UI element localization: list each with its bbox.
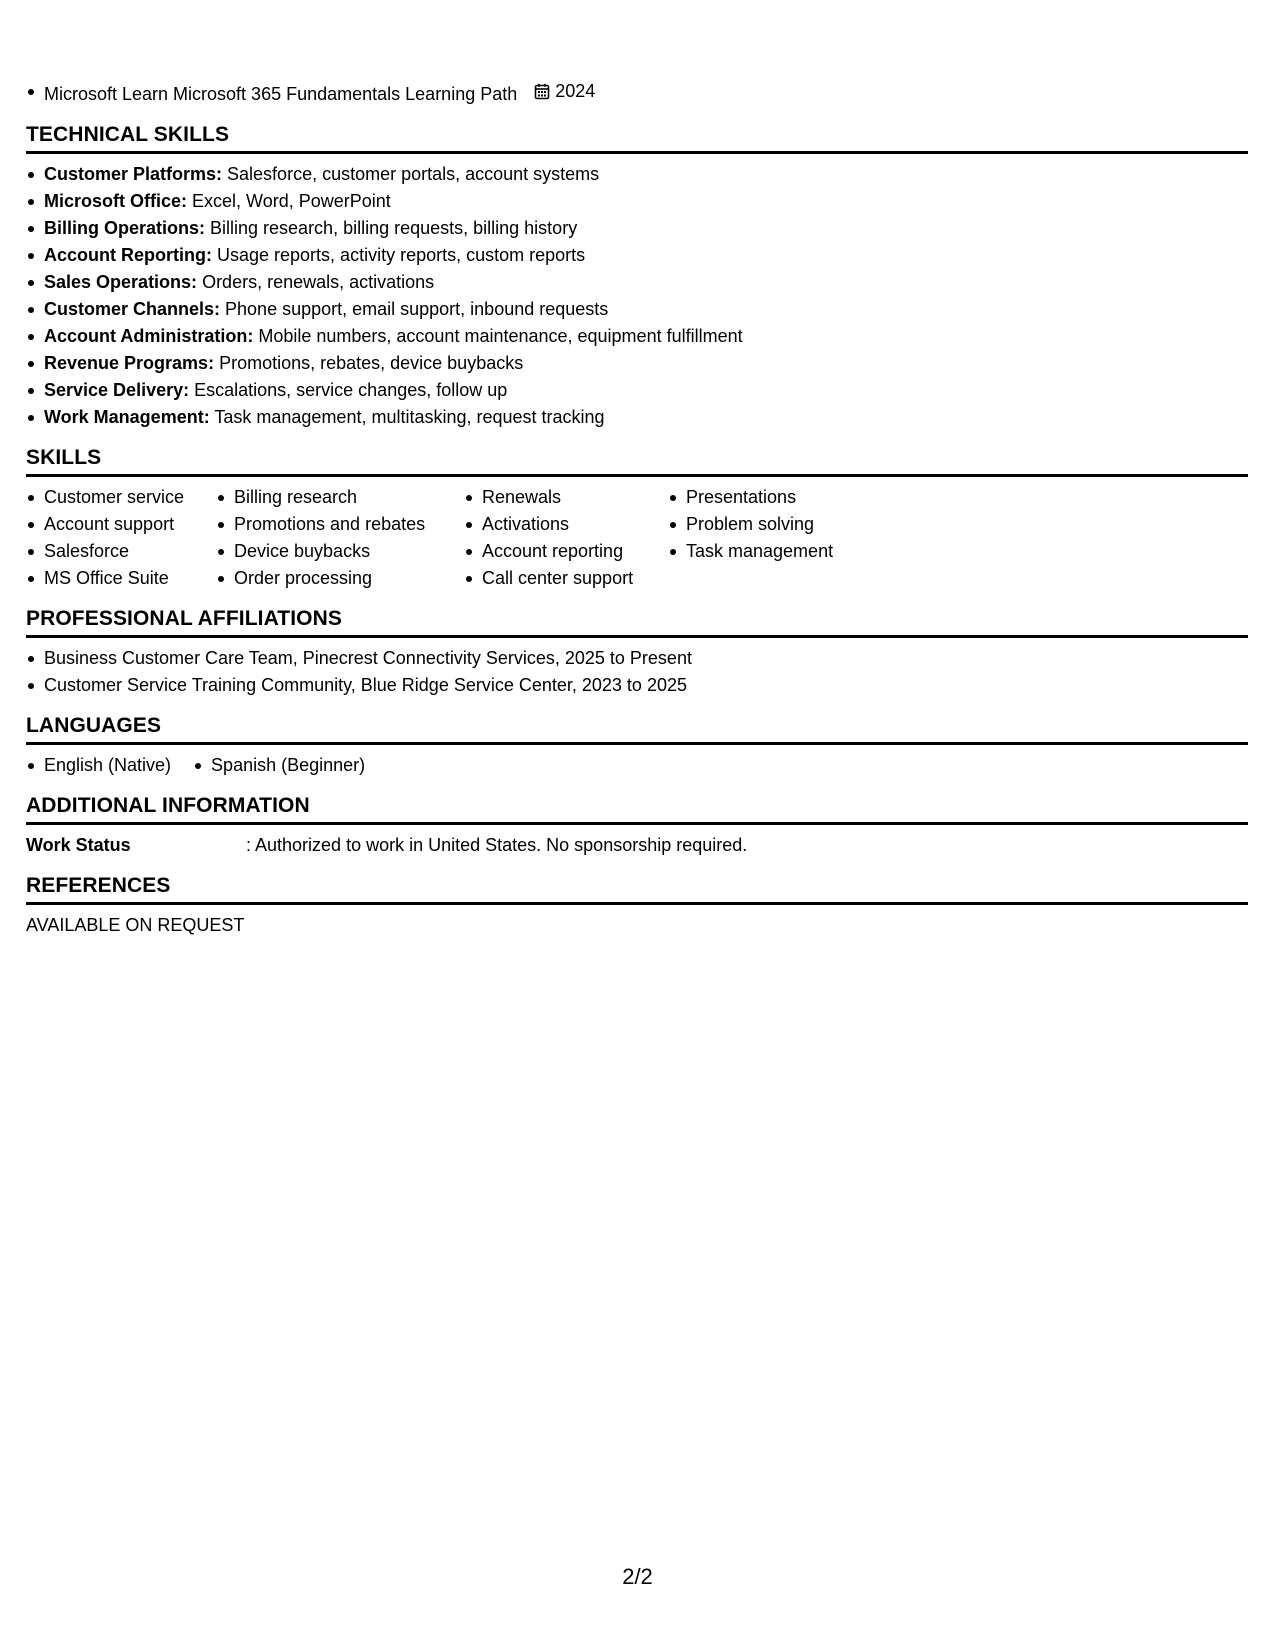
skill-text: Phone support, email support, inbound requests — [220, 299, 609, 319]
list-item: Call center support — [464, 565, 646, 592]
list-item: Task management — [668, 538, 868, 565]
skill-text: Escalations, service changes, follow up — [189, 380, 508, 400]
list-item: English (Native) — [26, 752, 171, 779]
skill-label: Work Management: — [44, 407, 210, 427]
section-title-technical-skills: TECHNICAL SKILLS — [26, 122, 1248, 154]
skill-text: Orders, renewals, activations — [197, 272, 435, 292]
page-number: 2/2 — [622, 1564, 653, 1589]
certification-name: Microsoft Learn Microsoft 365 Fundamentals Learning Path — [44, 84, 518, 104]
skill-text: Billing research, billing requests, billing history — [205, 218, 578, 238]
additional-information-section — [26, 793, 1248, 859]
list-item: Renewals — [464, 484, 646, 511]
list-item: Activations — [464, 511, 646, 538]
affiliations-list — [26, 645, 1248, 699]
list-item: MS Office Suite — [26, 565, 196, 592]
skill-text: Task management, multitasking, request tracking — [209, 407, 605, 427]
info-label: Work Status — [26, 835, 131, 855]
calendar-icon — [534, 83, 550, 100]
list-item: Billing research — [216, 484, 442, 511]
list-item: Order processing — [216, 565, 442, 592]
skills-grid — [26, 484, 1248, 592]
section-title-languages: LANGUAGES — [26, 713, 1248, 745]
affiliations-section — [26, 606, 1248, 699]
list-item: Customer Service Training Community, Blue Ridge Service Center, 2023 to 2025 — [26, 672, 1248, 699]
skill-label: Sales Operations: — [44, 272, 198, 292]
list-item: Business Customer Care Team, Pinecrest Connectivity Services, 2025 to Present — [26, 645, 1248, 672]
skill-label: Microsoft Office: — [44, 191, 188, 211]
list-item: Promotions and rebates — [216, 511, 442, 538]
list-item — [26, 242, 1248, 269]
technical-skills-section — [26, 122, 1248, 431]
certifications-list — [26, 78, 1248, 108]
list-item — [26, 377, 1248, 404]
skill-label: Account Reporting: — [44, 245, 212, 265]
list-item — [26, 404, 1248, 431]
skill-label: Service Delivery: — [44, 380, 190, 400]
list-item — [26, 296, 1248, 323]
technical-skills-list — [26, 161, 1248, 431]
skill-label: Customer Channels: — [44, 299, 221, 319]
list-item: Customer service — [26, 484, 196, 511]
languages-section — [26, 713, 1248, 779]
info-row-work-status — [26, 832, 1248, 859]
section-title-affiliations: PROFESSIONAL AFFILIATIONS — [26, 606, 1248, 638]
list-item: Presentations — [668, 484, 868, 511]
list-item — [26, 215, 1248, 242]
skill-text: Salesforce, customer portals, account systems — [222, 164, 600, 184]
list-item — [26, 350, 1248, 377]
skill-label: Customer Platforms: — [44, 164, 223, 184]
list-item: Account reporting — [464, 538, 646, 565]
info-value: : Authorized to work in United States. No sponsorship required. — [246, 835, 748, 855]
list-item: Device buybacks — [216, 538, 442, 565]
skill-text: Promotions, rebates, device buybacks — [214, 353, 524, 373]
certification-date — [534, 78, 595, 105]
skills-column — [668, 484, 868, 592]
references-section — [26, 873, 1248, 939]
list-item — [26, 269, 1248, 296]
skills-section — [26, 445, 1248, 592]
list-item — [26, 188, 1248, 215]
skill-label: Account Administration: — [44, 326, 254, 346]
list-item: Problem solving — [668, 511, 868, 538]
references-text: AVAILABLE ON REQUEST — [26, 915, 245, 935]
certification-item — [26, 78, 1248, 108]
skill-label: Revenue Programs: — [44, 353, 215, 373]
certification-year: 2024 — [555, 81, 596, 101]
skill-label: Billing Operations: — [44, 218, 206, 238]
section-title-skills: SKILLS — [26, 445, 1248, 477]
skills-column — [26, 484, 196, 592]
skill-text: Excel, Word, PowerPoint — [187, 191, 391, 211]
skills-column — [464, 484, 646, 592]
resume-page — [26, 76, 1248, 939]
list-item: Salesforce — [26, 538, 196, 565]
skill-text: Usage reports, activity reports, custom reports — [212, 245, 586, 265]
list-item: Spanish (Beginner) — [193, 752, 365, 779]
list-item: Account support — [26, 511, 196, 538]
list-item — [26, 323, 1248, 350]
section-title-references: REFERENCES — [26, 873, 1248, 905]
skills-column — [216, 484, 442, 592]
languages-list — [26, 752, 1248, 779]
skill-text: Mobile numbers, account maintenance, equipment fulfillment — [253, 326, 743, 346]
list-item — [26, 161, 1248, 188]
section-title-additional-information: ADDITIONAL INFORMATION — [26, 793, 1248, 825]
